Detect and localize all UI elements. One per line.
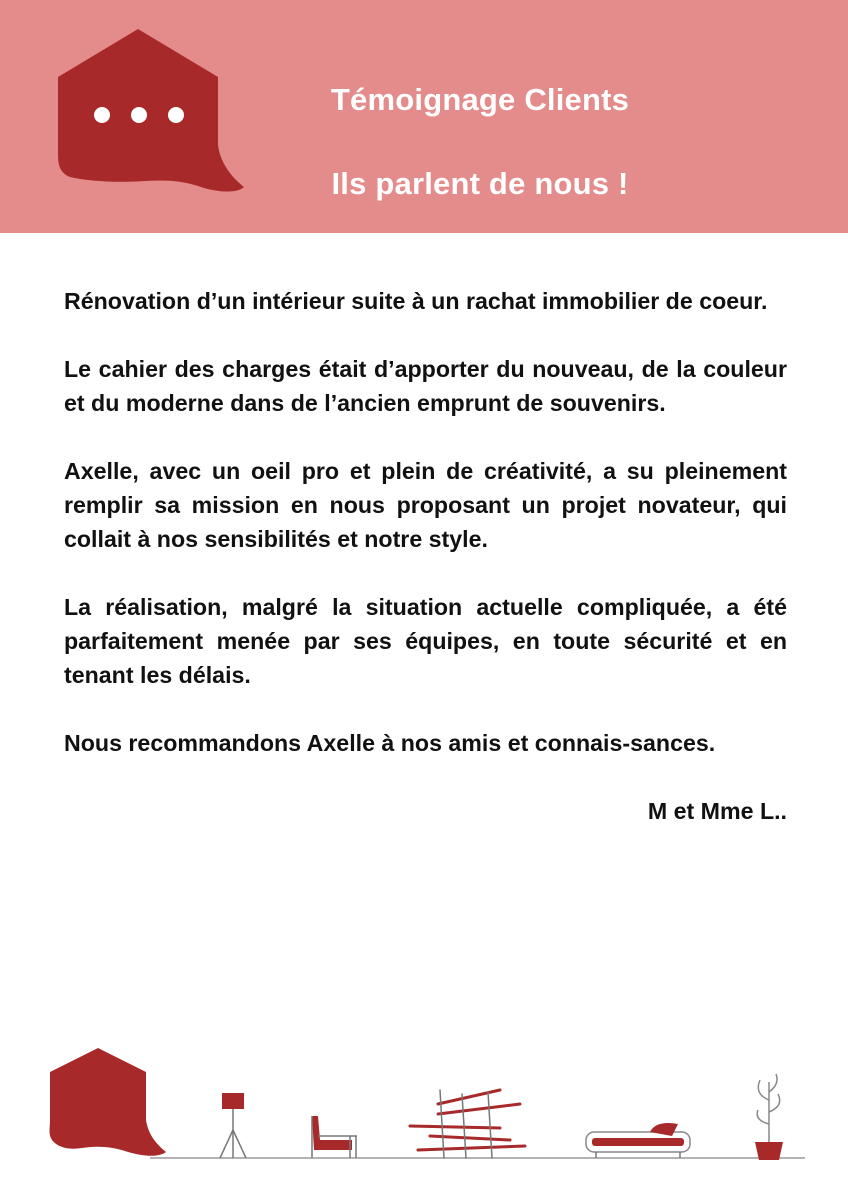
signature: M et Mme L.. [647,798,787,824]
testimonial-paragraph: Rénovation d’un intérieur suite à un rachat immobilier de coeur. [64,288,768,314]
testimonial-body [64,284,787,828]
sofa-icon [586,1123,690,1158]
testimonial-paragraph: Axelle, avec un oeil pro et plein de créativité, a su pleinement remplir sa mission en nous proposant un projet novateur, qui collait à nos sensibilités et notre style. [64,458,787,552]
page-title: Témoignage Clients [330,82,630,117]
testimonial-paragraph: La réalisation, malgré la situation actuelle compliquée, a été parfaitement menée par ses équipes, en toute sécurité et en tenant les délais. [64,594,787,688]
footer-illustration [0,1040,848,1180]
speech-house-icon [50,1048,167,1156]
footer-furniture-illustration [0,1040,848,1180]
testimonial-paragraph: Le cahier des charges était d’apporter du nouveau, de la couleur et du moderne dans de l’ancien emprunt de souvenirs. [64,356,787,416]
floor-lamp-icon [220,1093,246,1158]
page-subtitle: Ils parlent de nous ! [331,166,629,201]
testimonial-paragraph: Nous recommandons Axelle à nos amis et connais-sances. [64,730,716,756]
armchair-icon [312,1116,357,1158]
speech-house-icon [56,27,246,197]
shelving-icon [410,1090,525,1158]
header-banner [0,0,848,233]
potted-plant-icon [755,1074,783,1160]
